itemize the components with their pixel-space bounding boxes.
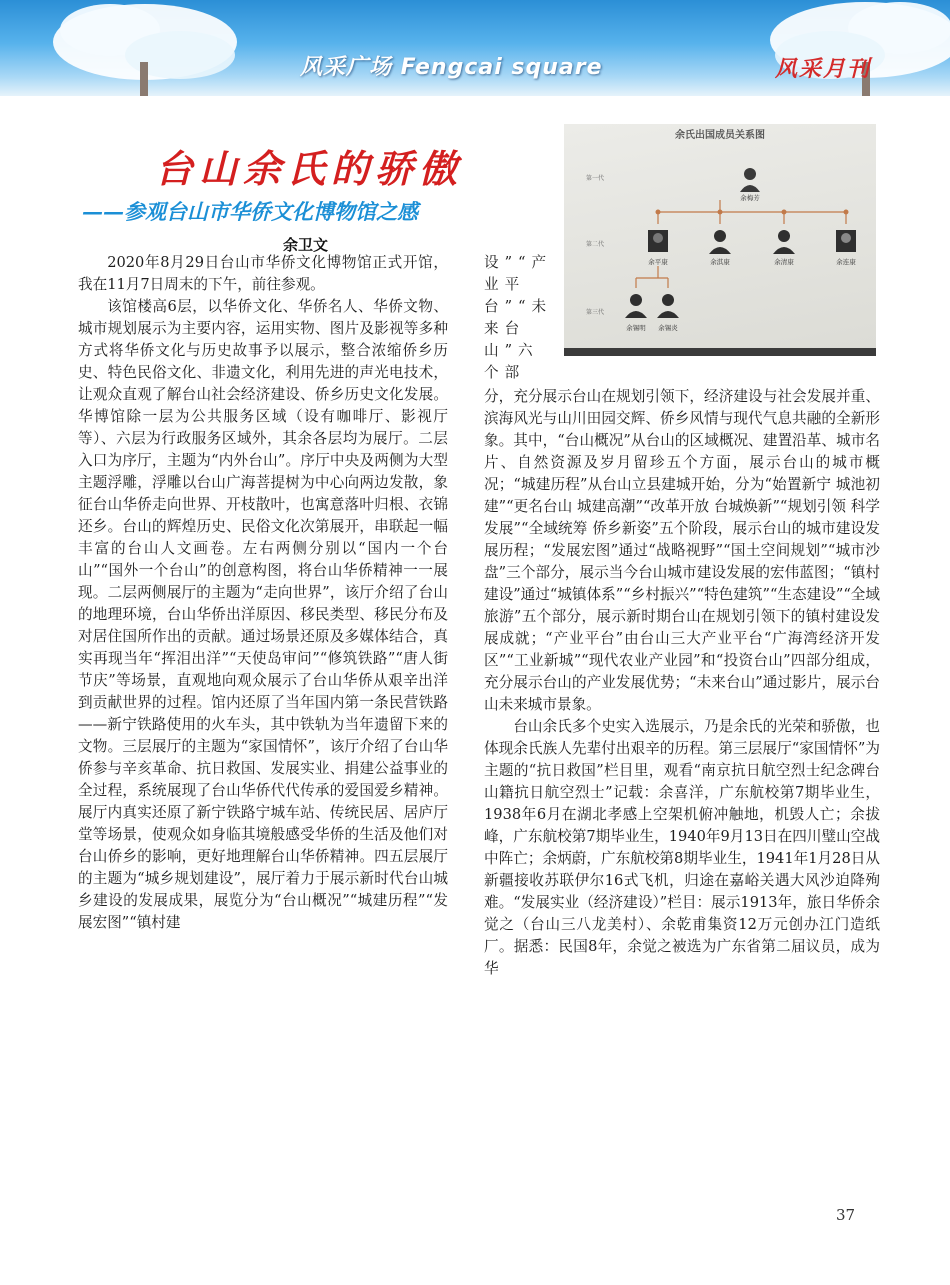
body-paragraph: 台山余氏多个史实入选展示，乃是余氏的光荣和骄傲，也体现余氏族人先辈付出艰辛的历程。第三层展厅“家国情怀”为主题的“抗日救国”栏目里，观看“南京抗日航空烈士纪念碑台山籍抗日航空烈士”记载：余喜洋，广东航校第7期毕业生，1938年6月在湖北孝感上空架机俯冲触地，机毁人亡；余拔峰，广东航校第7期毕业生，1940年9月13日在四川璧山空战中阵亡；余炳蔚，广东航校第8期毕业生，1941年1月28日从新疆接收苏联伊尔16式飞机，归途在嘉峪关遇大风沙迫降殉难。“发展实业（经济建设）”栏目：展示1913年，旅日华侨余觉之（台山三八龙美村）、余乾甫集资12万元创办江门造纸厂。据悉：民国8年，余觉之被选为广东省第二届议员，成为华 xyxy=(484,718,880,977)
body-column-narrow: 设”“产业平台”“未来台山”六个部 xyxy=(484,254,553,381)
article-title: 台山余氏的骄傲 xyxy=(155,146,464,191)
person-name: 余平康 xyxy=(648,258,668,266)
header-banner xyxy=(0,0,950,96)
body-column-right xyxy=(484,386,880,1172)
body-paragraph: 该馆楼高6层，以华侨文化、华侨名人、华侨文物、城市规划展示为主要内容，运用实物、图片及影视等多种方式将华侨文化与历史故事予以展示，整合浓缩侨乡历史、特色民俗文化、非遗文化，利用先进的声光电技术，让观众直观了解台山社会经济建设、侨乡历史文化发展。华博馆除一层为公共服务区域（设有咖啡厅、影视厅等）、六层为行政服务区域外，其余各层均为展厅。二层入口为序厅，主题为“内外台山”。序厅中央及两侧为大型主题浮雕，浮雕以台山广海菩提树为中心向两边发散，象征台山华侨走向世界、开枝散叶，也寓意落叶归根、衣锦还乡。台山的辉煌历史、民俗文化次第展开，串联起一幅丰富的台山人文画卷。左右两侧分别以“国内一个台山”“国外一个台山”的创意构图，将台山华侨精神一一展现。二层两侧展厅的主题为“走向世界”，该厅介绍了台山的地理环境，台山华侨出洋原因、移民类型、移民分布及对居住国所作出的贡献。通过场景还原及多媒体结合，真实再现当年“挥泪出洋”“天使岛审问”“修筑铁路”“唐人街节庆”等场景，直观地向观众展示了台山华侨从艰辛出洋到贡献世界的过程。馆内还原了当年国内第一条民营铁路——新宁铁路使用的火车头，其中铁轨为当年遗留下来的文物。三层展厅的主题为“家国情怀”，该厅介绍了台山华侨参与辛亥革命、抗日救国、发展实业、捐建公益事业的全过程，系统展现了台山华侨代代传承的爱国爱乡精神。展厅内真实还原了新宁铁路宁城车站、传统民居、居庐厅堂等场景，使观众如身临其境般感受华侨的生活及他们对台山侨乡的影响，更好地理解台山华侨精神。四五层展厅的主题为“城乡规划建设”，展厅着力于展示新时代台山城乡建设的发展成果，展览分为“台山概况”“城建历程”“发展宏图”“镇村建 xyxy=(78,298,448,931)
generation-label-2: 第二代 xyxy=(586,241,605,248)
person-avatar xyxy=(648,230,668,252)
person-name: 余锡明 xyxy=(626,324,646,332)
person-avatar xyxy=(773,230,795,254)
person-avatar xyxy=(625,294,647,318)
person-name-root: 余梅芳 xyxy=(740,194,760,202)
body-paragraph: 分，充分展示台山在规划引领下，经济建设与社会发展并重、滨海风光与山川田园交辉、侨乡风情与现代气息共融的全新形象。其中，“台山概况”从台山的区域概况、建置沿革、城市名片、自然资源及岁月留珍五个方面，展示台山的城市概况；“城建历程”从台山立县建城开始，分为“始置新宁 城池初建”“更名台山 城建高潮”“改革开放 台城焕新”“规划引领 科学发展”“全域统筹 侨乡新姿”五个阶段，展示台山的城市建设发展历程；“发展宏图”通过“战略视野”“国土空间规划”“城市沙盘”三个部分，展示当今台山城市建设发展的宏伟蓝图；“镇村建设”通过“城镇体系”“乡村振兴”“特色建筑”“生态建设”“全域旅游”五个部分，展示新时期台山在规划引领下的镇村建设发展成就；“产业平台”由台山三大产业平台“广海湾经济开发区”“工业新城”“现代农业产业园”和“投资台山”四部分组成，充分展示台山的产业发展优势；“未来台山”通过影片，展示台山未来城市景象。 xyxy=(484,388,880,713)
body-paragraph: 2020年8月29日台山市华侨文化博物馆正式开馆，我在11月7日周末的下午，前往参观。 xyxy=(78,254,448,293)
article-author: 余卫文 xyxy=(283,236,329,254)
person-avatar xyxy=(709,230,731,254)
chart-title: 余氏出国成员关系图 xyxy=(675,130,765,141)
page-number: 37 xyxy=(836,1206,856,1224)
family-relation-photo xyxy=(564,124,876,356)
person-avatar-root xyxy=(740,168,760,192)
body-column-left xyxy=(78,252,448,1172)
generation-label-1: 第一代 xyxy=(586,175,605,182)
section-title: 风采广场 Fengcai square xyxy=(300,55,603,80)
family-tree-diagram xyxy=(564,124,876,348)
article-subtitle: ——参观台山市华侨文化博物馆之感 xyxy=(82,199,418,224)
person-name: 余锡炎 xyxy=(658,324,678,332)
generation-label-3: 第三代 xyxy=(586,309,605,316)
person-name: 余清康 xyxy=(774,258,794,266)
person-avatar xyxy=(836,230,856,252)
person-name: 余淇康 xyxy=(710,258,730,266)
person-name: 余连康 xyxy=(836,258,856,266)
person-avatar xyxy=(657,294,679,318)
magazine-brand: 风采月刊 xyxy=(775,56,872,82)
snow-tree-left-icon xyxy=(40,0,250,96)
